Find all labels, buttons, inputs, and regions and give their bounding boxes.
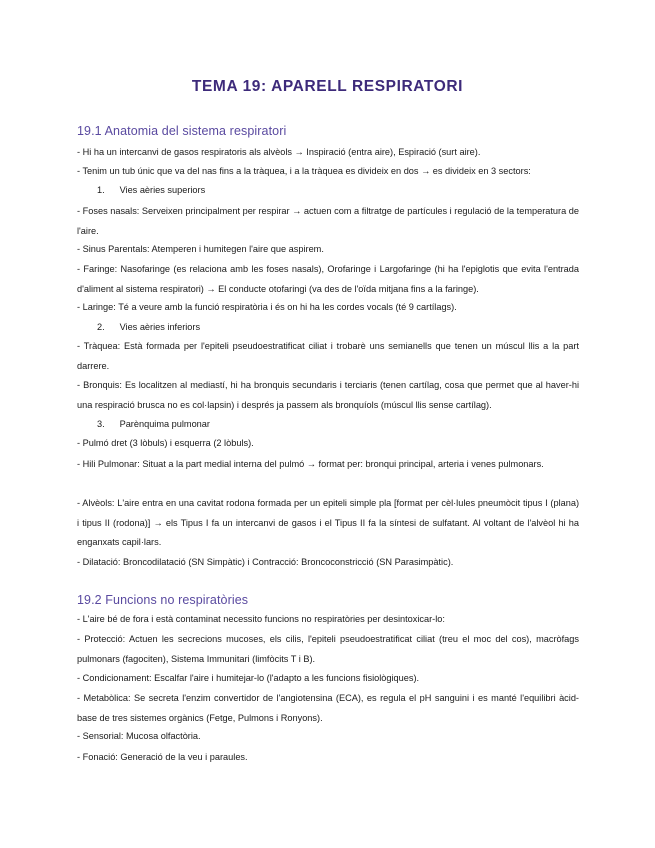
- subsection-label: Parènquima pulmonar: [119, 419, 210, 429]
- subsection-heading-vies-superiors: [97, 181, 599, 201]
- paragraph: - Dilatació: Broncodilatació (SN Simpàtic) i Contracció: Broncoconstricció (SN Parasimpàtic).: [77, 557, 454, 567]
- paragraph: - Tràquea: Està formada per l'epiteli pseudoestratificat ciliat i trobarè uns semianells que tenen un múscul llis a la part darrere.: [77, 341, 579, 371]
- subsection-heading-parenquima: [97, 415, 599, 435]
- paragraph: - L'aire bé de fora i està contaminat necessito funcions no respiratòries per desintoxicar-lo:: [77, 614, 445, 624]
- paragraph: - Protecció: Actuen les secrecions mucoses, els cilis, l'epiteli pseudoestratificat ciliat (treu el moc del cos), macròfags pulmonars (fagociten), Sistema Immunitari (limfòcits T i B).: [77, 634, 579, 664]
- paragraph: - Fonació: Generació de la veu i paraules.: [77, 752, 248, 762]
- paragraph: - Metabòlica: Se secreta l'enzim convertidor de l'angiotensina (ECA), es regula el pH sanguini i es manté l'equilibri àcid-base de tres sistemes orgànics (Fetge, Pulmons i Ronyons).: [77, 693, 579, 723]
- subsection-label: Vies aèries inferiors: [119, 322, 201, 332]
- paragraph: - Tenim un tub únic que va del nas fins a la tràquea, i a la tràquea es divideix en dos → es divideix en 3 sectors:: [77, 166, 531, 176]
- subsection-label: Vies aèries superiors: [119, 185, 206, 195]
- paragraph: - Alvèols: L'aire entra en una cavitat rodona formada per un epiteli simple pla [format per cèl·lules pneumòcit tipus I (plana) i tipus II (rodona)] → els Tipus I fa un intercanvi de gasos i el Tipus II fa la síntesi de sulfatant. Al voltant de l'alvèol hi ha enganxats capil·lars.: [77, 498, 579, 548]
- paragraph: - Bronquis: Es localitzen al mediastí, hi ha bronquis secundaris i terciaris (tenen cartílag, cosa que permet que al haver-hi una respiració brusca no es col·lapsin) i després ja passem als bronquíols (múscul llis sense cartílag).: [77, 380, 579, 410]
- paragraph: - Laringe: Té a veure amb la funció respiratòria i és on hi ha les cordes vocals (té 9 cartílags).: [77, 302, 457, 312]
- section-heading-anatomia: 19.1 Anatomia del sistema respiratori: [77, 124, 287, 138]
- paragraph: - Foses nasals: Serveixen principalment per respirar → actuen com a filtratge de partícules i regulació de la temperatura de l'aire.: [77, 206, 579, 236]
- paragraph: - Condicionament: Escalfar l'aire i humitejar-lo (l'adapto a les funcions fisiològiques).: [77, 673, 420, 683]
- subsection-heading-vies-inferiors: [97, 318, 599, 338]
- paragraph: - Faringe: Nasofaringe (es relaciona amb les foses nasals), Orofaringe i Largofaringe (hi ha l'epiglotis que evita l'entrada d'aliment al sistema respiratori) → El conducte otofaringi (va des de l'oïda mitjana fins a la faringe).: [77, 264, 579, 294]
- page-title: TEMA 19: APARELL RESPIRATORI: [191, 78, 464, 95]
- section-heading-funcions: 19.2 Funcions no respiratòries: [77, 593, 249, 607]
- subsection-number: 1.: [97, 185, 105, 195]
- paragraph: - Hili Pulmonar: Situat a la part medial interna del pulmó → format per: bronqui principal, arteria i venes pulmonars.: [77, 459, 544, 469]
- paragraph: - Sinus Parentals: Atemperen i humitegen l'aire que aspirem.: [77, 244, 324, 254]
- subsection-number: 3.: [97, 419, 105, 429]
- subsection-number: 2.: [97, 322, 105, 332]
- paragraph: - Sensorial: Mucosa olfactòria.: [77, 731, 201, 741]
- paragraph: - Pulmó dret (3 lòbuls) i esquerra (2 lòbuls).: [77, 438, 254, 448]
- paragraph: - Hi ha un intercanvi de gasos respiratoris als alvèols → Inspiració (entra aire), Espiració (surt aire).: [77, 147, 481, 157]
